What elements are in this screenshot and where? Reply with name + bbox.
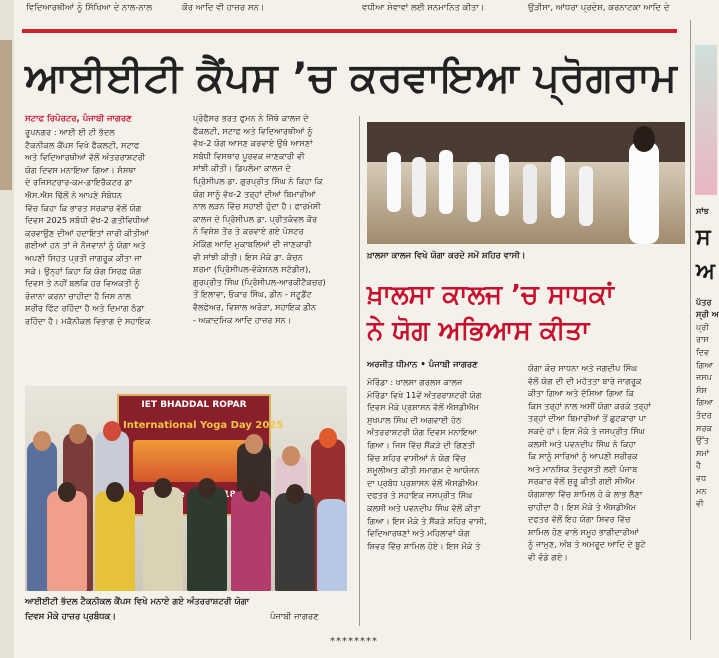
text-fragment: ਤੰਦਰ [696, 409, 712, 420]
text-line: ਵੀ ਸਾਂਝੀ ਕੀਤੀ। ਇਸ ਮੌਕੇ ਡਾ. ਕੰਚਨ [193, 251, 303, 262]
person-figure [275, 493, 315, 591]
text-fragment: ਰਾਸ [696, 334, 709, 345]
text-fragment: ਪੱਤਰ [696, 296, 712, 307]
text-line: ਸ਼ਰੀਰ ਫਿੱਟ ਰਹਿੰਦਾ ਹੈ ਅਤੇ ਦਿਮਾਗ ਠੰਡਾ [25, 303, 145, 314]
text-fragment: ਸੰਸ [696, 384, 707, 395]
text-line: ਵੈਲਫੇਅਰ, ਵਿਸ਼ਾਲ ਅਰੋੜਾ, ਸਹਾਇਕ ਡੀਨ [193, 301, 317, 312]
yoga-participant [495, 154, 509, 216]
text-line: ਕਿਸ ਤਰ੍ਹਾਂ ਨਾਲ ਅਸੀਂ ਯੋਗਾ ਕਰਕੇ ਤਰ੍ਹਾਂ [528, 400, 651, 411]
text-fragment: ਮਨ [696, 485, 707, 496]
text-line: ਵੀ ਵੰਡੇ ਗਏ। [528, 551, 568, 562]
person-head [319, 428, 337, 448]
text-line: ਕਰਵਾਉਣ ਦੀਆਂ ਹਦਾਇਤਾਂ ਜਾਰੀ ਕੀਤੀਆਂ [25, 227, 149, 238]
story1-group-photo [25, 386, 347, 591]
text-line: ਸਕਦੇ ਹਾਂ। ਇਸ ਮੌਕੇ ਤੇ ਜਸਪ੍ਰੀਤ ਸਿੰਘ [528, 425, 645, 436]
yoga-participant [523, 164, 537, 224]
text-line: ਸ਼ਮੂਲੀਅਤ ਕੀਤੀ ਸਮਾਗਮ ਦੇ ਆਯੋਜਨ [367, 465, 480, 476]
yoga-participant [551, 156, 565, 218]
text-fragment: ਪ੍ਰੀ [696, 321, 709, 332]
person-head [106, 482, 124, 502]
text-line: ਵੱਲੋਂ ਯੋਗ ਦੀ ਦੀ ਮਹੱਤਤਾ ਬਾਰੇ ਜਾਗਰੂਕ [528, 375, 642, 386]
text-line: ਅਪਣੀ ਸਿਹਤ ਪ੍ਰਤੀ ਜਾਗਰੂਕ ਕੀਤਾ ਜਾ [25, 252, 142, 263]
text-line: ਮੋਰਿੰਡਾ : ਖਾਲਸਾ ਗਰਲਸ ਕਾਲਜ [367, 377, 463, 387]
right-strip-text [696, 205, 717, 510]
yoga-participant [579, 166, 593, 226]
banner-event: International Yoga Day 2025 [123, 420, 284, 431]
person-head [69, 424, 87, 444]
yoga-instructor-head [633, 126, 655, 152]
text-line: ਦਫਤਰ ਵੱਲੋਂ ਇਹ ਯੋਗਾ ਸ਼ਿਵਰ ਵਿੱਚ [528, 514, 631, 525]
person-figure [187, 487, 227, 591]
top-snippet-mid: ਕੌਰ ਆਦਿ ਵੀ ਹਾਜ਼ਰ ਸਨ। [182, 3, 265, 13]
text-line: ਸੁਖਪਾਲ ਸਿੰਘ ਦੀ ਅਗਵਾਈ ਹੇਠ [367, 414, 462, 425]
person-head [198, 478, 216, 498]
main-headline: ਆਈਈਟੀ ਕੈਂਪਸ ’ਚ ਕਰਵਾਇਆ ਪ੍ਰੋਗਰਾਮ [25, 55, 678, 101]
person-head [242, 482, 260, 502]
text-line: ਚਾਹੀਦਾ ਹੈ। ਇਸ ਮੌਕੇ ਤੇ ਐਸਡੀਐਮ [528, 501, 637, 512]
person-head [58, 482, 76, 502]
text-line: ਗਈਆਂ ਹਨ ਤਾਂ ਜੋ ਨੌਜਵਾਨਾਂ ਨੂੰ ਯੋਗਾ ਅਤੇ [25, 240, 146, 251]
text-line: ਕਿ ਸਾਨੂੰ ਸਾਰਿਆਂ ਨੂੰ ਆਪਣੀ ਸਰੀਰਕ [528, 451, 638, 462]
text-fragment: ਸਾਂਝ [696, 206, 709, 216]
story2-headline-line1: ਖ਼ਾਲਸਾ ਕਾਲਜ ’ਚ ਸਾਧਕਾਂ [367, 280, 614, 310]
story2-byline [367, 360, 478, 370]
text-line: ਨਾਲ ਲੜਨ ਵਿੱਚ ਸਹਾਈ ਹੁੰਦਾ ਹੈ। ਫਾਰਮੇਸੀ [193, 201, 321, 212]
text-line: ਨੇ ਵਿਸ਼ੇਸ਼ ਤੌਰ ਤੇ ਕਰਵਾਏ ਗਏ ਪੋਸਟਰ [193, 226, 304, 237]
text-fragment: ਗਿਆ [696, 397, 714, 408]
person-head [33, 431, 51, 451]
text-fragment: ਜਸਪ [696, 372, 713, 383]
yoga-participant [439, 150, 453, 214]
story1-column-1 [25, 126, 188, 328]
byline-name: ਅਰਜੀਤ ਧੀਮਾਨ [367, 360, 418, 370]
person-figure [95, 491, 135, 591]
text-line: ਕਾਲਜ ਦੇ ਪ੍ਰਿੰਸੀਪਲ ਡਾ. ਪ੍ਰੀਤਕੰਵਲ ਕੌਰ [193, 213, 318, 224]
text-fragment: ਹੈ [696, 460, 702, 471]
yoga-participant [467, 162, 481, 222]
text-line: ਟੈਕਨੀਕਲ ਕੈਂਪਸ ਵਿਖੇ ਫੈਕਲਟੀ, ਸਟਾਫ [25, 139, 140, 150]
text-line: ਸਾਂਝੀ ਕੀਤੀ। ਡਿਪਲੋਮਾ ਕਾਲਜ ਦੇ [193, 163, 291, 174]
text-line: ਸ਼ਰਮਾ (ਪ੍ਰਿੰਸੀਪਲ-ਵੋਕੇਸ਼ਨਲ ਸਟੱਡੀਜ਼), [193, 264, 311, 275]
text-line: ਪ੍ਰਿੰਸੀਪਲ ਡਾ. ਗੁਰਪ੍ਰੀਤ ਸਿੰਘ ਨੇ ਕਿਹਾ ਕਿ [193, 175, 323, 186]
right-strip-photo [695, 45, 717, 195]
footer-separator: ******** [330, 636, 378, 647]
story2-column-1 [367, 376, 525, 552]
story2-photo-caption: ਖ਼ਾਲਸਾ ਕਾਲਜ ਵਿਖੇ ਯੋਗਾ ਕਰਦੇ ਸਮੇਂ ਸ਼ਹਿਰ ਵਾਸੀ। [367, 251, 526, 261]
text-line: ਪ੍ਰੋਫੈਸਰ ਭਰਤ ਫੁਮਨ ਨੇ ਜਿੱਥੇ ਕਾਲਜ ਦੇ [193, 113, 309, 123]
text-line: ਗਿਆ। ਇਸ ਮੌਕੇ ਤੇ ਸੈਂਕੜੇ ਸ਼ਹਿਰ ਵਾਸੀ, [367, 515, 487, 526]
text-line: ਅੰਤਰਰਾਸ਼ਟਰੀ ਯੋਗ ਦਿਵਸ ਮਨਾਇਆ [367, 427, 478, 438]
top-red-rule [22, 29, 677, 33]
story2-column-2 [528, 362, 686, 564]
column-divider [359, 116, 360, 626]
text-line: ਕੀਤਾ ਗਿਆ ਅਤੇ ਦੱਸਿਆ ਗਿਆ ਕਿ [528, 388, 635, 399]
text-line: ਵੱਖ-2 ਯੋਗ ਆਸਣ ਕਰਵਾਏ ਉਥੇ ਆਸਣਾਂ [193, 138, 313, 149]
story1-byline: ਸਟਾਫ ਰਿਪੋਰਟਰ, ਪੰਜਾਬੀ ਜਾਗਰਣ [25, 114, 132, 124]
text-line: ਵਿੱਚ ਕਿਹਾ ਕਿ ਭਾਰਤ ਸਰਕਾਰ ਵੱਲੋਂ ਯੋਗ [25, 202, 142, 213]
text-fragment: ਗਿਆ [696, 359, 714, 370]
text-line: ਗਿਆ। ਜਿਸ ਵਿੱਚ ਸੈਂਕੜੇ ਦੀ ਗਿਣਤੀ [367, 439, 476, 450]
text-line: ਕਲਸੀ ਅਤੇ ਪਵਨਦੀਪ ਸਿੰਘ ਨੇ ਕਿਹਾ [528, 438, 636, 449]
person-head [103, 421, 121, 441]
top-snippet-right2: ਉੜੀਸਾ, ਆਂਧਰਾ ਪ੍ਰਦੇਸ਼, ਕਰਨਾਟਕਾ ਆਦਿ ਦੇ [528, 3, 670, 13]
story1-photo-caption-2: ਦਿਵਸ ਮੌਕੇ ਹਾਜ਼ਰ ਪ੍ਰਬੰਧਕ। [25, 612, 117, 622]
text-fragment: ਸਰਕ [696, 422, 713, 433]
text-line: ਵਿਦਿਆਰਥਣਾਂ ਅਤੇ ਮਹਿਲਾਵਾਂ ਯੋਗ [367, 528, 470, 539]
person-head [282, 446, 300, 466]
text-line: ਰਹਿੰਦਾ ਹੈ। ਮਕੈਨੀਕਲ ਵਿਭਾਗ ਦੇ ਸਹਾਇਕ [25, 315, 151, 326]
text-line: ਦਫਤਰ ਤੇ ਸਹਾਇਕ ਜਸਪ੍ਰੀਤ ਸਿੰਘ [367, 490, 473, 501]
byline-dot-icon: • [420, 360, 429, 370]
text-line: ਦੇ ਰਜਿਸਟਰਾਰ-ਕਮ-ਡਾਇਰੈਕਟਰ ਡਾ [25, 177, 133, 188]
text-fragment: ਉੱਤ [696, 435, 710, 446]
text-line: ਯੋਗ ਦਿਵਸ ਮਨਾਇਆ ਗਿਆ। ਸੰਸਥਾ [25, 164, 136, 175]
text-line: ਸਕੇ। ਉਨ੍ਹਾਂ ਕਿਹਾ ਕਿ ਯੋਗ ਸਿਰਫ਼ ਯੋਗ [25, 265, 142, 276]
left-edge-photo [0, 40, 12, 190]
text-line: ਅਤੇ ਮਾਨਸਿਕ ਤੰਦਰੁਸਤੀ ਲਈ ਪੰਜਾਬ [528, 463, 638, 474]
story1-photo-credit: ਪੰਜਾਬੀ ਜਾਗਰਣ [270, 612, 319, 622]
text-line: ਨੂੰ ਜਾਮੁਣ, ਅੰਬ ਤੇ ਅਮਰੂਦ ਆਦਿ ਦੇ ਬੂਟੇ [528, 539, 646, 550]
text-line: ਗੁਰਪ੍ਰੀਤ ਸਿੰਘ (ਪ੍ਰਿੰਸੀਪਲ-ਆਰਕੀਟੈਕਚਰ) [193, 276, 326, 287]
story2-headline-line2: ਨੇ ਯੋਗ ਅਭਿਆਸ ਕੀਤਾ [367, 316, 590, 346]
text-fragment: ਸ [696, 224, 711, 250]
right-edge-divider [690, 20, 691, 640]
text-line: ਯੋਗਸ਼ਾਲਾ ਵਿੱਚ ਸ਼ਾਮਿਲ ਹੋ ਕੇ ਲਾਭ ਲੈਣਾ [528, 488, 643, 499]
text-line: ਤਰ੍ਹਾਂ ਦੀਆ ਬਿਮਾਰੀਆਂ ਤੋਂ ਛੁਟਕਾਰਾ ਪਾ [528, 413, 647, 424]
text-line: ਸਰਕਾਰ ਵੱਲੋਂ ਸ਼ੁਰੂ ਕੀਤੀ ਗਈ ਸੀਐਮ [528, 476, 636, 487]
person-figure [47, 491, 87, 591]
text-line: ਮੋਰਿੰਡਾ ਵਿਖੇ 11ਵੇਂ ਅੰਤਰਰਾਸ਼ਟਰੀ ਯੋਗ [367, 389, 482, 400]
top-snippet-right1: ਵਧੀਆ ਸੇਵਾਵਾਂ ਲਈ ਸਨਮਾਨਿਤ ਕੀਤਾ। [362, 3, 485, 13]
text-line: ਰੂਪਨਗਰ : ਆਈ ਈ ਟੀ ਭੱਦਲ [25, 127, 115, 137]
text-line: ਅਤੇ ਵਿਦਿਆਰਥੀਆਂ ਵੱਲੋਂ ਅੰਤਰਰਾਸ਼ਟਰੀ [25, 152, 146, 163]
text-line: ਯੋਗ ਸਾਨੂੰ ਵੱਖ-2 ਤਰ੍ਹਾਂ ਦੀਆਂ ਬਿਮਾਰੀਆਂ [193, 188, 316, 199]
text-line: ਕਲਸੀ ਅਤੇ ਪਵਨਦੀਪ ਸਿੰਘ ਵੱਲੋਂ ਕੀਤਾ [367, 502, 481, 513]
text-line: - ਅਕਾਦਮਿਕ ਆਦਿ ਹਾਜ਼ਰ ਸਨ। [193, 314, 292, 325]
person-head [154, 478, 172, 498]
text-fragment: ਵੀ [696, 498, 704, 509]
text-line: ਦਿਵਸ ਤੇ ਨਹੀਂ ਬਲਕਿ ਹਰ ਵਿਅਕਤੀ ਨੂੰ [25, 278, 140, 289]
banner-title: IET BHADDAL ROPAR [141, 400, 247, 410]
text-line: ਐਸ.ਐਸ ਢਿੱਲੋਂ ਨੇ ਆਪਣੇ ਸੰਬੋਧਨ [25, 189, 122, 200]
yoga-participant [387, 152, 401, 212]
text-line: ਮੇਕਿੰਗ ਆਦਿ ਮੁਕਾਬਲਿਆਂ ਦੀ ਜਾਣਕਾਰੀ [193, 238, 312, 249]
story1-column-2 [193, 112, 353, 326]
person-figure [231, 491, 271, 591]
person-figure [317, 499, 347, 591]
text-line: ਸਬੰਧੀ ਵਿਸਥਾਰ ਪੂਰਵਕ ਜਾਣਕਾਰੀ ਵੀ [193, 150, 305, 161]
person-head [286, 484, 304, 504]
text-fragment: ਸਮਾਂ [696, 447, 710, 458]
yoga-instructor [629, 142, 659, 244]
yoga-participant [412, 157, 426, 217]
text-line: ਸ਼ਾਮਿਲ ਹੋਣ ਵਾਲੇ ਸਮੂਹ ਭਾਗੀਦਾਰੀਆਂ [528, 526, 639, 537]
text-line: ਯੋਗਾ ਕੋਚ ਸਾਧਨਾ ਅਤੇ ਜਗਦੀਪ ਸਿੰਘ [528, 363, 638, 373]
top-snippet-left: ਵਿਦਿਆਰਥੀਆਂ ਨੂੰ ਸਿੱਖਿਆ ਦੇ ਨਾਲ-ਨਾਲ [26, 3, 152, 13]
text-line: ਰੋਜ਼ਾਨਾ ਕਰਨਾ ਚਾਹੀਦਾ ਹੈ ਜਿਸ ਨਾਲ [25, 290, 131, 301]
text-line: ਦਿਵਸ ਮੌਕੇ ਪ੍ਰਸ਼ਾਸਨ ਵੱਲੋਂ ਐਸਡੀਐਮ [367, 402, 480, 413]
text-line: ਫੈਕਲਟੀ, ਸਟਾਫ ਅਤੇ ਵਿਦਿਆਰਥੀਆਂ ਨੂੰ [193, 125, 313, 136]
text-line: ਦਿਵਸ 2025 ਸਬੰਧੀ ਵੱਖ-2 ਗਤੀਵਿਧੀਆਂ [25, 215, 150, 226]
person-figure [143, 487, 183, 591]
text-fragment: ਸ੍ਰੀ ਅ [696, 309, 719, 320]
story2-yoga-photo [367, 122, 685, 244]
text-line: ਤੋਂ ਇਲਾਵਾ, ਓਕਾਰ ਸਿੰਘ, ਡੀਨ - ਸਟੂਡੈਂਟ [193, 289, 312, 300]
text-line: ਦਾ ਪ੍ਰਬੰਧ ਪ੍ਰਸ਼ਾਸਨ ਵੱਲੋਂ ਐਸਡੀਐਮ [367, 477, 478, 488]
story1-photo-caption-1: ਆਈਈਟੀ ਭੱਦਲ ਟੈਕਨੀਕਲ ਕੈਂਪਸ ਵਿਖੇ ਮਨਾਏ ਗਏ ਅੰਤਰਰਾਸ਼ਟਰੀ ਯੋਗਾ [25, 597, 250, 607]
text-line: ਵਿੱਚ ਸ਼ਹਿਰ ਵਾਸੀਆਂ ਨੇ ਯੋਗ ਵਿੱਚ [367, 452, 466, 463]
person-head [245, 434, 263, 454]
byline-paper: ਪੰਜਾਬੀ ਜਾਗਰਣ [428, 360, 478, 370]
text-fragment: ਵਧ [696, 472, 707, 483]
text-fragment: ਅ [696, 258, 715, 284]
text-line: ਸ਼ਿਵਰ ਵਿੱਚ ਸ਼ਾਮਿਲ ਹੋਏ। ਇਸ ਮੌਕੇ ਤੇ [367, 540, 481, 551]
text-fragment: ਦਿਵ [696, 346, 710, 357]
